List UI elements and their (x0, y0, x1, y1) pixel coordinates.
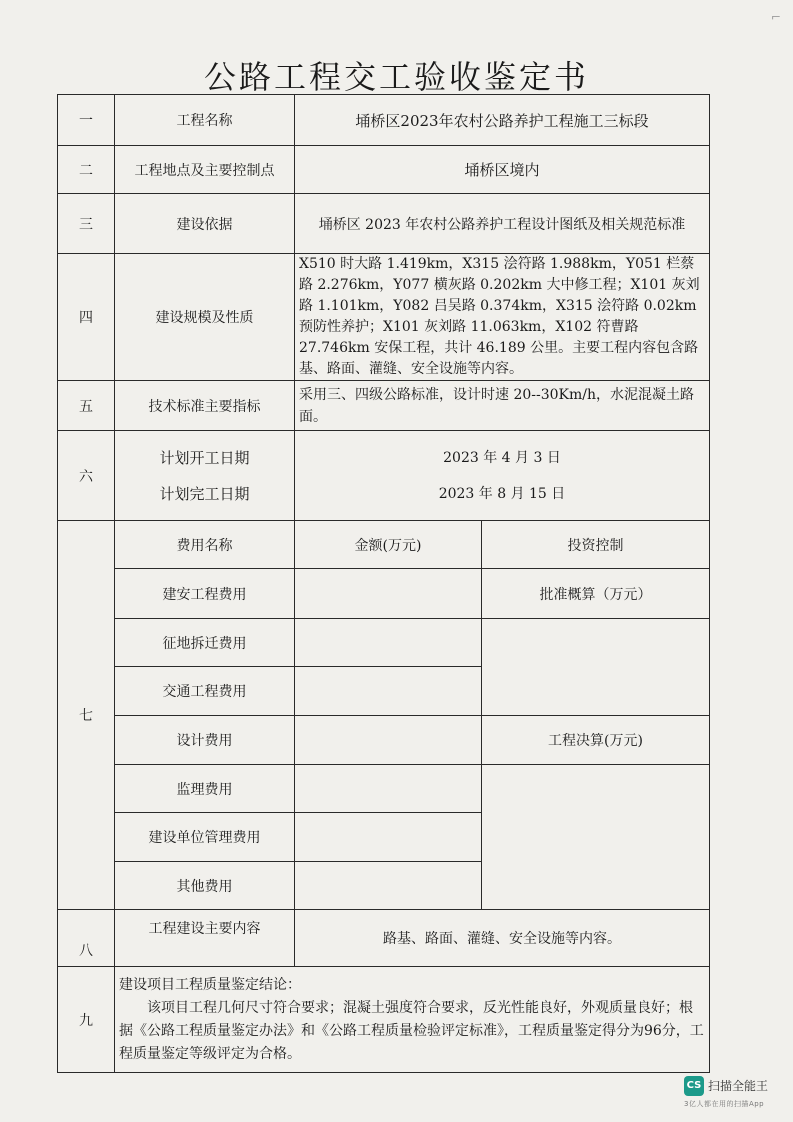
final-account-value (482, 765, 710, 910)
cost-amount-cell (295, 862, 482, 910)
cost-item-label: 交通工程费用 (115, 667, 295, 716)
planned-start-date: 2023 年 4 月 3 日 (443, 449, 561, 466)
basis-value: 埇桥区 2023 年农村公路养护工程设计图纸及相关规范标准 (295, 194, 710, 254)
cost-row (58, 569, 710, 619)
scale-label: 建设规模及性质 (115, 254, 295, 381)
row-scale (58, 254, 710, 381)
scanner-watermark (684, 1075, 784, 1111)
technical-standard-label: 技术标准主要指标 (115, 381, 295, 431)
cost-amount-cell (295, 667, 482, 716)
approved-budget-value (482, 619, 710, 716)
row-number: 一 (58, 95, 115, 146)
cost-item-label: 设计费用 (115, 716, 295, 765)
cost-name-header: 费用名称 (115, 521, 295, 569)
project-name-label: 工程名称 (115, 95, 295, 146)
location-value: 埇桥区境内 (295, 146, 710, 194)
final-account-label: 工程决算(万元) (482, 716, 710, 765)
cost-item-label: 建设单位管理费用 (115, 813, 295, 862)
cost-amount-cell (295, 619, 482, 667)
approved-budget-label: 批准概算（万元） (482, 569, 710, 619)
row-technical-standard (58, 381, 710, 431)
cost-row (58, 716, 710, 765)
location-label: 工程地点及主要控制点 (115, 146, 295, 194)
acceptance-form (57, 94, 710, 1073)
quality-conclusion (115, 967, 710, 1073)
cost-item-label: 其他费用 (115, 862, 295, 910)
row-number: 五 (58, 381, 115, 431)
quality-conclusion-text: 该项目工程几何尺寸符合要求；混凝土强度符合要求，反光性能良好，外观质量良好；根据《公路工程质量鉴定办法》和《公路工程质量检验评定标准》，工程质量鉴定得分为96分，工程质量鉴定等级评定为合格。 (119, 999, 704, 1062)
camscanner-logo-icon: CS (684, 1076, 704, 1096)
planned-end-label: 计划完工日期 (159, 484, 250, 503)
cost-item-label: 征地拆迁费用 (115, 619, 295, 667)
cost-amount-cell (295, 569, 482, 619)
main-content-label: 工程建设主要内容 (115, 910, 295, 967)
cost-header-row (58, 521, 710, 569)
technical-standard-value: 采用三、四级公路标准，设计时速 20--30Km/h，水泥混凝土路面。 (295, 381, 710, 431)
page-title: 公路工程交工验收鉴定书 (203, 58, 589, 96)
cost-amount-cell (295, 765, 482, 813)
cost-amount-cell (295, 716, 482, 765)
row-number: 九 (58, 967, 115, 1073)
cost-row (58, 765, 710, 813)
cost-row (58, 619, 710, 667)
row-number: 七 (58, 521, 115, 910)
watermark-tagline: 3亿人都在用的扫描App (684, 1100, 765, 1108)
row-main-content (58, 910, 710, 967)
project-name-value: 埇桥区2023年农村公路养护工程施工三标段 (295, 95, 710, 146)
schedule-labels (115, 431, 295, 521)
cost-amount-cell (295, 813, 482, 862)
cost-amount-header: 金额(万元) (295, 521, 482, 569)
main-content-value: 路基、路面、灌缝、安全设施等内容。 (295, 910, 710, 967)
corner-mark: ⌐ (771, 10, 782, 24)
row-quality-conclusion (58, 967, 710, 1073)
row-schedule (58, 431, 710, 521)
row-number: 三 (58, 194, 115, 254)
investment-control-header: 投资控制 (482, 521, 710, 569)
row-number: 四 (58, 254, 115, 381)
planned-end-date: 2023 年 8 月 15 日 (438, 485, 566, 502)
row-project-name (58, 95, 710, 146)
planned-start-label: 计划开工日期 (159, 448, 250, 467)
row-number: 二 (58, 146, 115, 194)
row-location (58, 146, 710, 194)
scale-value: X510 时大路 1.419km，X315 浍符路 1.988km，Y051 栏蔡路 2.276km，Y077 横灰路 0.202km 大中修工程；X101 灰刘路 1.101km，Y082 吕吴路 0.374km，X315 浍符路 0.02km 预防性养护；X101 灰刘路 11.063km，X102 符曹路 27.746km 安保工程，共计 46.189 公里。主要工程内容包含路基、路面、灌缝、安全设施等内容。 (295, 254, 710, 381)
cost-item-label: 建安工程费用 (115, 569, 295, 619)
basis-label: 建设依据 (115, 194, 295, 254)
row-number: 八 (58, 910, 115, 967)
quality-conclusion-heading: 建设项目工程质量鉴定结论： (119, 976, 301, 993)
schedule-dates (295, 431, 710, 521)
row-number: 六 (58, 431, 115, 521)
cost-item-label: 监理费用 (115, 765, 295, 813)
row-basis (58, 194, 710, 254)
watermark-app-name: 扫描全能王 (708, 1079, 769, 1093)
